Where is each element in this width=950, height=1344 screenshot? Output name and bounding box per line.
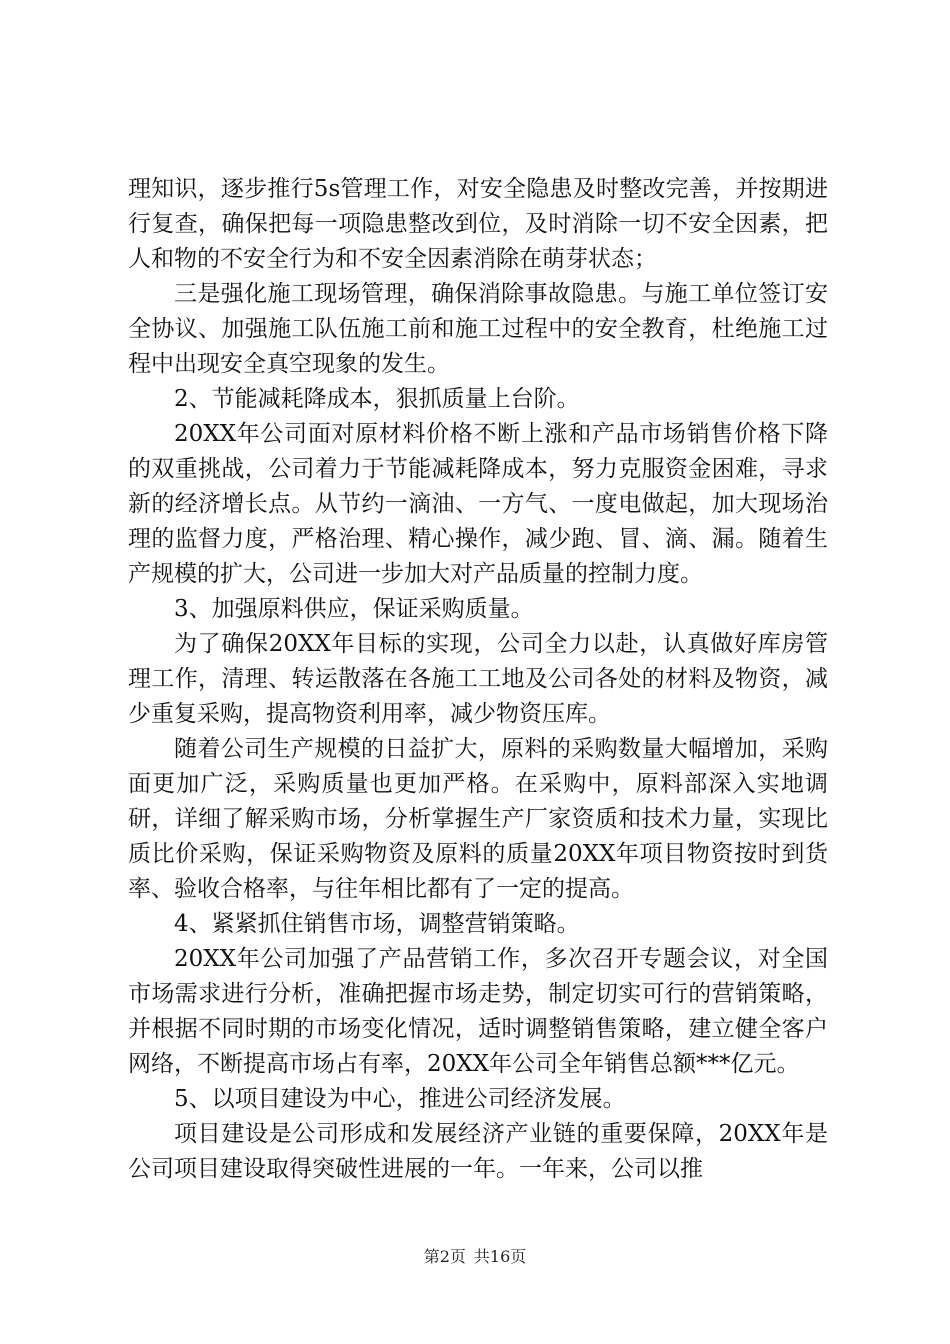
paragraph-site-management: 三是强化施工现场管理，确保消除事故隐患。与施工单位签订安全协议、加强施工队伍施工前和施工过程中的安全教育，杜绝施工过程中出现安全真空现象的发生。 [128,281,828,377]
paragraph-energy-saving: 20XX年公司面对原材料价格不断上涨和产品市场销售价格下降的双重挑战，公司着力于节能减耗降成本，努力克服资金困难，寻求新的经济增长点。从节约一滴油、一方气、一度电做起，加大现场治理的监督力度，严格治理、精心操作，减少跑、冒、滴、漏。随着生产规模的扩大，公司进一步加大对产品质量的控制力度。 [128,421,828,587]
paragraph-project-construction: 项目建设是公司形成和发展经济产业链的重要保障，20XX年是公司项目建设取得突破性进展的一年。一年来，公司以推 [128,1121,828,1182]
heading-energy-saving: 2、节能减耗降成本，狠抓质量上台阶。 [174,386,580,412]
document-body [128,172,828,1187]
heading-project-construction: 5、以项目建设为中心，推进公司经济发展。 [174,1086,626,1112]
paragraph-warehouse: 为了确保20XX年目标的实现，公司全力以赴，认真做好库房管理工作，清理、转运散落在各施工工地及公司各处的材料及物资，减少重复采购，提高物资利用率，减少物资压库。 [128,631,828,727]
page-footer [0,1244,950,1267]
paragraph-continued-safety: 理知识，逐步推行5s管理工作，对安全隐患及时整改完善，并按期进行复查，确保把每一项隐患整改到位，及时消除一切不安全因素，把人和物的不安全行为和不安全因素消除在萌芽状态； [128,176,828,272]
heading-raw-materials: 3、加强原料供应，保证采购质量。 [174,596,534,622]
page-number: 第2页 [423,1247,466,1266]
paragraph-procurement: 随着公司生产规模的日益扩大，原料的采购数量大幅增加，采购面更加广泛，采购质量也更加严格。在采购中，原料部深入实地调研，详细了解采购市场，分析掌握生产厂家资质和技术力量，实现比质比价采购，保证采购物资及原料的质量20XX年项目物资按时到货率、验收合格率，与往年相比都有了一定的提高。 [128,736,828,902]
page-total: 共16页 [473,1247,527,1266]
heading-sales-market: 4、紧紧抓住销售市场，调整营销策略。 [174,911,580,937]
paragraph-marketing: 20XX年公司加强了产品营销工作，多次召开专题会议，对全国市场需求进行分析，准确把握市场走势，制定切实可行的营销策略，并根据不同时期的市场变化情况，适时调整销售策略，建立健全客户网络，不断提高市场占有率，20XX年公司全年销售总额***亿元。 [128,946,828,1077]
